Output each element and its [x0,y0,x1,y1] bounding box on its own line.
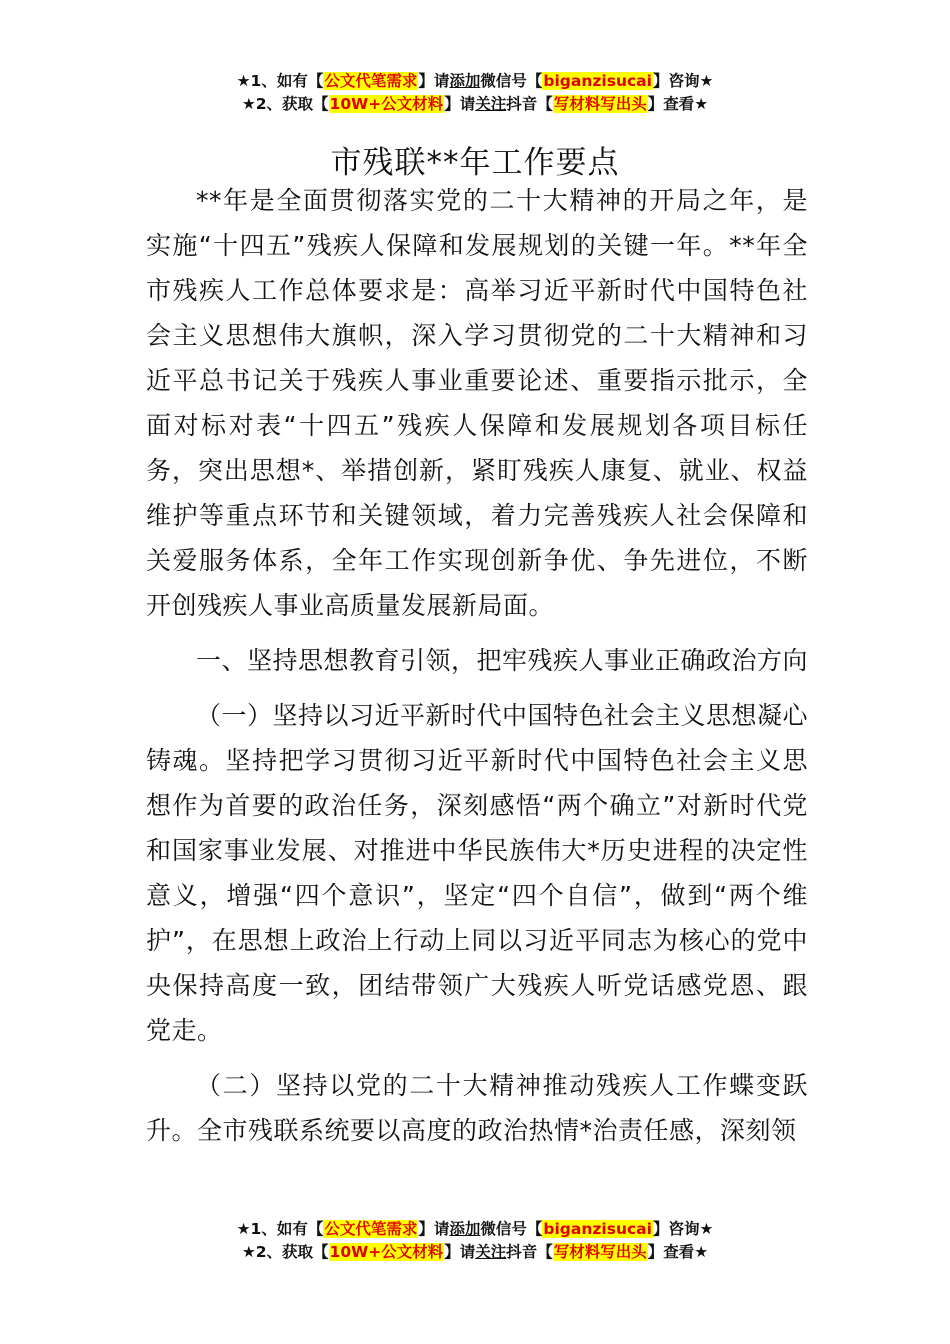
promo-highlight: biganzisucai [543,1220,652,1238]
promo-line-1 [0,1218,950,1241]
intro-paragraph: **年是全面贯彻落实党的二十大精神的开局之年，是实施“十四五”残疾人保障和发展规划的关键一年。**年全市残疾人工作总体要求是：高举习近平新时代中国特色社会主义思想伟大旗帜，深入学习贯彻党的二十大精神和习近平总书记关于残疾人事业重要论述、重要指示批示，全面对标对表“十四五”残疾人保障和发展规划各项目标任务，突出思想*、举措创新，紧盯残疾人康复、就业、权益维护等重点环节和关键领域，着力完善残疾人社会保障和关爱服务体系，全年工作实现创新争优、争先进位，不断开创残疾人事业高质量发展新局面。 [146,186,808,620]
promo-line-2 [0,1241,950,1264]
promo-header [0,70,950,116]
promo-text: 】请 [444,1243,476,1261]
promo-text: 微信号【 [480,72,543,90]
promo-text: ★2、获取【 [241,1243,329,1261]
promo-text: ★1、如有【 [236,72,324,90]
promo-text: 】请 [444,95,476,113]
promo-text: 】查看★ [647,1243,709,1261]
promo-highlight: 10W+公文材料 [329,1243,444,1261]
promo-text: ★2、获取【 [241,95,329,113]
promo-text: 】请 [418,1220,450,1238]
promo-text: 】请 [418,72,450,90]
promo-text: 微信号【 [480,1220,543,1238]
promo-text: 】查看★ [647,95,709,113]
promo-underline: 添加 [449,72,481,90]
section-heading: 一、坚持思想教育引领，把牢残疾人事业正确政治方向 [196,646,809,675]
body-paragraph: （一）坚持以习近平新时代中国特色社会主义思想凝心铸魂。坚持把学习贯彻习近平新时代中国特色社会主义思想作为首要的政治任务，深刻感悟“两个确立”对新时代党和国家事业发展、对推进中华民族伟大*历史进程的决定性意义，增强“四个意识”，坚定“四个自信”，做到“两个维护”，在思想上政治上行动上同以习近平同志为核心的党中央保持高度一致，团结带领广大残疾人听党话感党恩、跟党走。 [146,701,809,1045]
promo-underline: 关注 [475,1243,507,1261]
promo-text: 抖音【 [506,1243,553,1261]
promo-highlight: 公文代笔需求 [324,1220,418,1238]
promo-highlight: 10W+公文材料 [329,95,444,113]
document-title: 市残联**年工作要点 [330,144,620,181]
promo-line-2 [0,93,950,116]
promo-highlight: 写材料写出头 [553,95,647,113]
promo-text: 抖音【 [506,95,553,113]
promo-underline: 添加 [449,1220,481,1238]
promo-text: 】咨询★ [652,72,714,90]
promo-text: 】咨询★ [652,1220,714,1238]
body-paragraph: （二）坚持以党的二十大精神推动残疾人工作蝶变跃升。全市残联系统要以高度的政治热情*治责任感，深刻领 [146,1071,808,1145]
promo-underline: 关注 [475,95,507,113]
document-body [146,178,808,1153]
promo-highlight: 写材料写出头 [553,1243,647,1261]
promo-highlight: 公文代笔需求 [324,72,418,90]
promo-footer [0,1218,950,1264]
promo-highlight: biganzisucai [543,72,652,90]
promo-text: ★1、如有【 [236,1220,324,1238]
promo-line-1 [0,70,950,93]
